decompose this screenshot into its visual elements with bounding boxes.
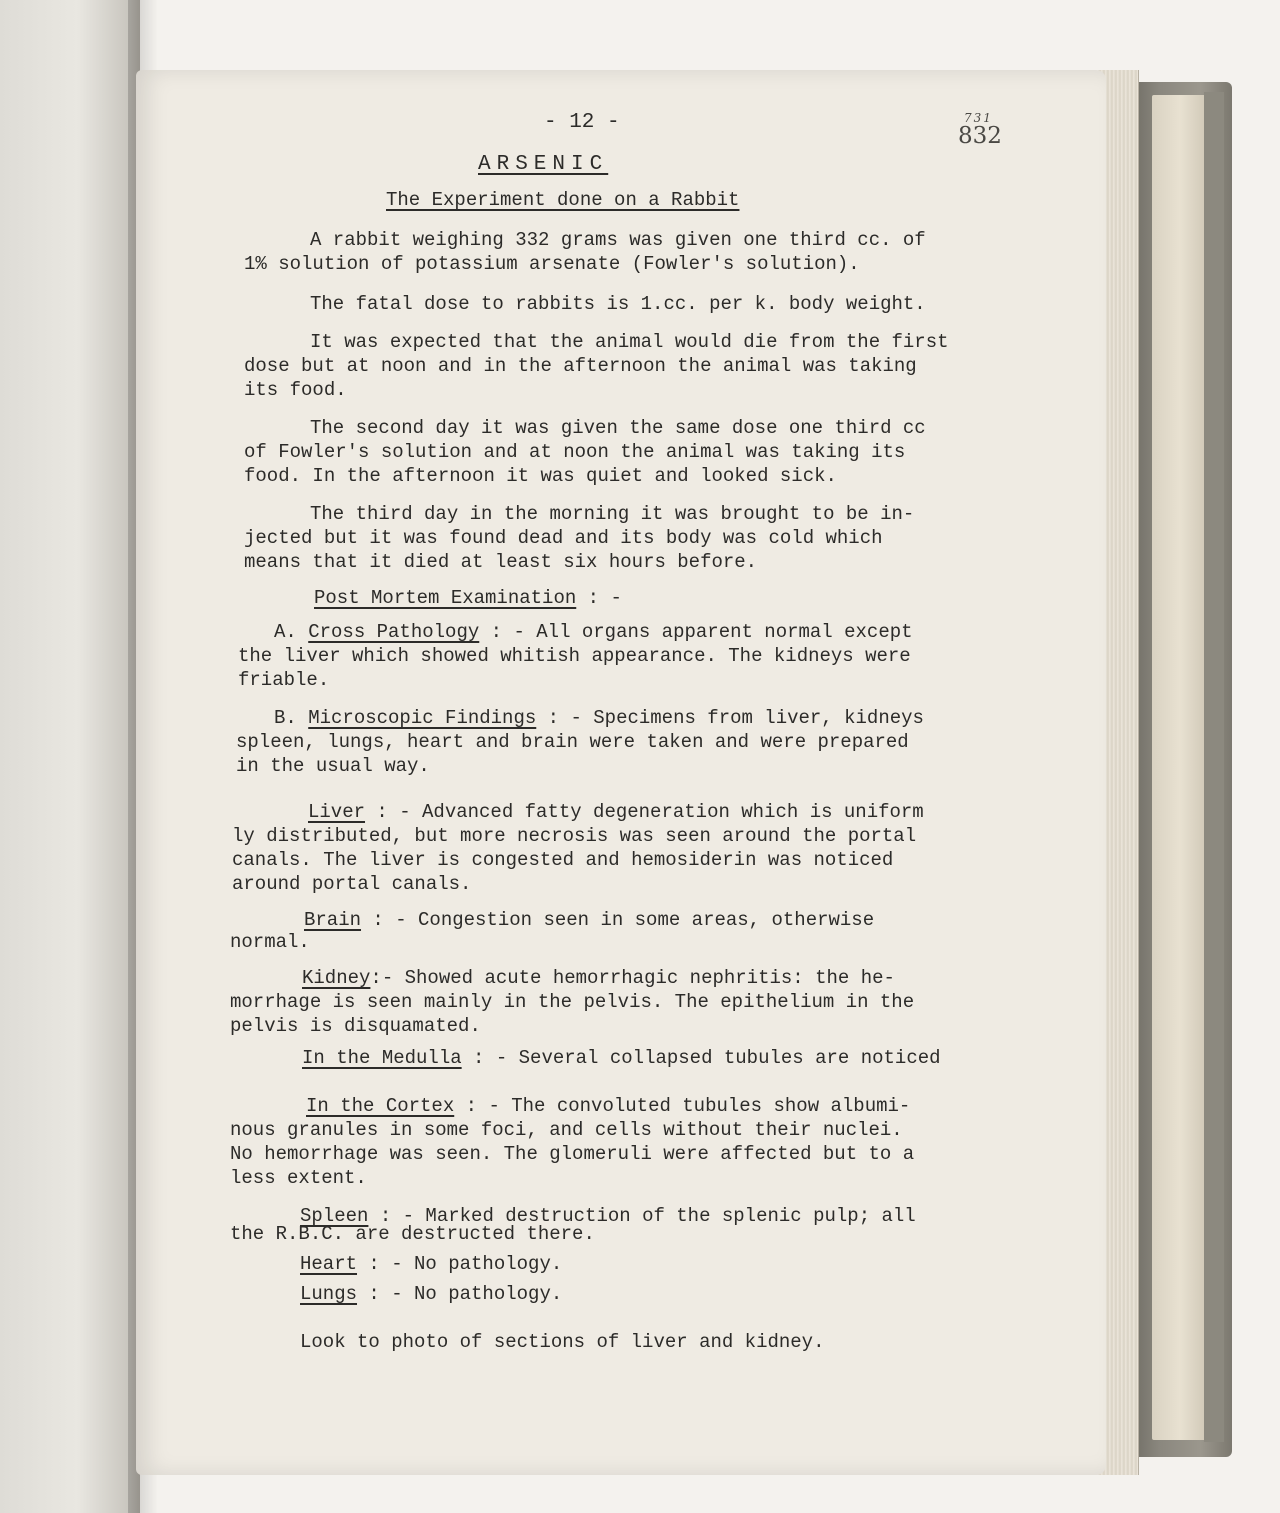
cortex-label: In the Cortex: [306, 1095, 455, 1117]
paragraph-4-line-2: of Fowler's solution and at noon the animal was taking its: [244, 441, 906, 463]
corner-number-large: 832: [958, 123, 1002, 149]
corner-number-small: 731: [964, 111, 993, 125]
section-a-line-2: the liver which showed whitish appearance. The kidneys were: [238, 645, 911, 667]
paragraph-2: The fatal dose to rabbits is 1.cc. per k. body weight.: [310, 293, 926, 315]
paragraph-1-line-1: A rabbit weighing 332 grams was given one third cc. of: [310, 229, 926, 251]
heart-text: : - No pathology.: [357, 1253, 563, 1275]
liver-line-3: canals. The liver is congested and hemosiderin was noticed: [232, 849, 894, 871]
paragraph-4-line-3: food. In the afternoon it was quiet and looked sick.: [244, 465, 837, 487]
lungs-label: Lungs: [300, 1283, 358, 1305]
section-a-line-3: friable.: [238, 669, 330, 691]
post-mortem-heading: [314, 586, 622, 611]
heart-label: Heart: [300, 1253, 358, 1275]
spleen-label: Spleen: [300, 1205, 369, 1227]
section-b-prefix: B.: [274, 707, 297, 729]
liver-line-2: ly distributed, but more necrosis was seen around the portal: [232, 825, 917, 847]
section-b-line-2: spleen, lungs, heart and brain were taken and were prepared: [236, 731, 909, 753]
section-b-label: Microscopic Findings: [308, 707, 537, 729]
kidney-line-2: morrhage is seen mainly in the pelvis. The epithelium in the: [230, 991, 915, 1013]
paragraph-3-line-3: its food.: [244, 379, 347, 401]
cortex-text: : - The convoluted tubules show albumi-: [454, 1095, 911, 1117]
section-b-text: : - Specimens from liver, kidneys: [536, 707, 924, 729]
paragraph-3-line-2: dose but at noon and in the afternoon the animal was taking: [244, 355, 917, 377]
cover-board: [1204, 92, 1224, 1442]
brain-line-2: normal.: [230, 931, 310, 953]
liver-text: : - Advanced fatty degeneration which is uniform: [365, 801, 924, 823]
kidney-text: :- Showed acute hemorrhagic nephritis: the he-: [370, 967, 895, 989]
section-a-label: Cross Pathology: [308, 621, 480, 643]
medulla-label: In the Medulla: [302, 1047, 462, 1069]
kidney-label: Kidney: [302, 967, 371, 989]
paragraph-3-line-1: It was expected that the animal would die from the first: [310, 331, 949, 353]
paragraph-5-line-3: means that it died at least six hours before.: [244, 551, 758, 573]
brain-label: Brain: [304, 909, 362, 931]
right-page: [136, 70, 1106, 1475]
cortex-line-4: less extent.: [230, 1167, 367, 1189]
medulla-line-1: [302, 1046, 941, 1071]
lungs-line: [300, 1282, 562, 1307]
left-page: [0, 0, 140, 1513]
paragraph-1-line-2: 1% solution of potassium arsenate (Fowler's solution).: [244, 253, 860, 275]
paragraph-5-line-2: jected but it was found dead and its body was cold which: [244, 527, 883, 549]
paragraph-4-line-1: The second day it was given the same dose one third cc: [310, 417, 926, 439]
cover-inner-edge: [1152, 95, 1208, 1440]
spleen-line-2: the R.B.C. are destructed there.: [230, 1223, 595, 1245]
cortex-line-1: [306, 1094, 910, 1119]
post-mortem-heading-suffix: : -: [576, 587, 622, 609]
spleen-text: : - Marked destruction of the splenic pulp; all: [368, 1205, 916, 1227]
lungs-text: : - No pathology.: [357, 1283, 563, 1305]
cortex-line-2: nous granules in some foci, and cells without their nuclei.: [230, 1119, 903, 1141]
brain-line-1: [304, 908, 874, 933]
document-subtitle: The Experiment done on a Rabbit: [386, 189, 740, 211]
cortex-line-3: No hemorrhage was seen. The glomeruli were affected but to a: [230, 1143, 915, 1165]
heart-line: [300, 1252, 562, 1277]
kidney-line-3: pelvis is disquamated.: [230, 1015, 481, 1037]
brain-text: : - Congestion seen in some areas, otherwise: [361, 909, 875, 931]
post-mortem-heading-label: Post Mortem Examination: [314, 587, 577, 609]
liver-line-1: [308, 800, 924, 825]
section-a-text: : - All organs apparent normal except: [479, 621, 913, 643]
page-number: - 12 -: [544, 111, 620, 134]
medulla-text: : - Several collapsed tubules are noticed: [461, 1047, 941, 1069]
liver-line-4: around portal canals.: [232, 873, 472, 895]
section-a-line-1: [274, 620, 913, 645]
section-b-line-3: in the usual way.: [236, 755, 430, 777]
liver-label: Liver: [308, 801, 366, 823]
kidney-line-1: [302, 966, 895, 991]
closing-line: Look to photo of sections of liver and kidney.: [300, 1331, 825, 1353]
section-a-prefix: A.: [274, 621, 297, 643]
document-title: ARSENIC: [478, 153, 609, 176]
section-b-line-1: [274, 706, 924, 731]
paragraph-5-line-1: The third day in the morning it was brought to be in-: [310, 503, 915, 525]
